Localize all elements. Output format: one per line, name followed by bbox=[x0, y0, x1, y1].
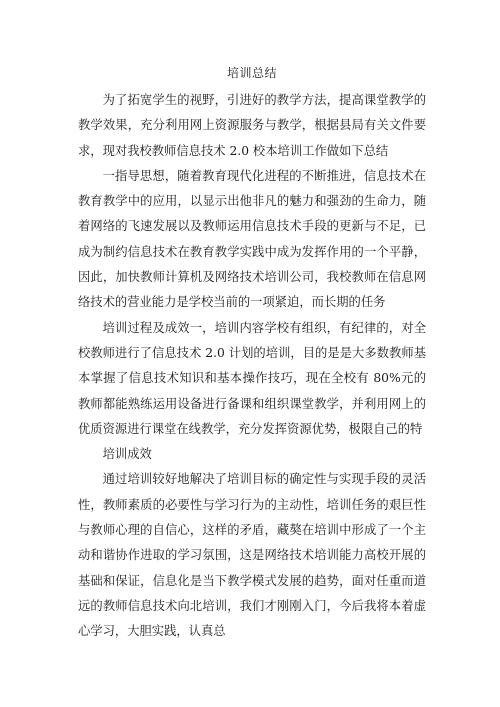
paragraph-intro: 为了拓宽学生的视野，引进好的教学方法，提高课堂教学的教学效果，充分利用网上资源服务与教学，根据县局有关文件要求，现对我校教师信息技术 2.0 校本培训工作做如下总结 bbox=[78, 93, 426, 158]
document-page bbox=[78, 64, 426, 645]
document-title: 培训总结 bbox=[226, 66, 277, 80]
paragraph-training-process: 培训过程及成效一，培训内容学校有组织，有纪律的，对全校教师进行了信息技术 2.0 计划的培训，目的是是大多数教师基本掌握了信息技术知识和基本操作技巧，现在全校有 80%元的教师都能熟练运用设备进行备课和组织课堂教学，并利用网上的优质资源进行课堂在线教学，充分发挥资源优势，极限自己的特 bbox=[78, 320, 426, 436]
section-heading-training-results: 培训成效 bbox=[102, 447, 152, 462]
paragraph-guiding-ideology: 一指导思想，随着教育现代化进程的不断推进，信息技术在教育教学中的应用，以显示出他非凡的魅力和强劲的生命力，随着网络的飞速发展以及教师运用信息技术手段的更新与不足，已成为制约信息技术在教育教学实践中成为发挥作用的一个平静，因此，加快教师计算机及网络技术培训公司，我校教师在信息网络技术的营业能力是学校当前的一项紧迫，而长期的任务 bbox=[78, 168, 426, 310]
paragraph-training-results: 通过培训较好地解决了培训目标的确定性与实现手段的灵活性，教师素质的必要性与学习行为的主动性，培训任务的艰巨性与教师心理的自信心，这样的矛盾，藏獒在培训中形成了一个主动和谐协作进取的学习氛围，这是网络技术培训能力高校开展的基础和保证，信息化是当下教学模式发展的趋势，面对任重而道远的教师信息技术向北培训，我们才刚刚入门，今后我将本着虚心学习，大胆实践，认真总 bbox=[78, 472, 426, 639]
